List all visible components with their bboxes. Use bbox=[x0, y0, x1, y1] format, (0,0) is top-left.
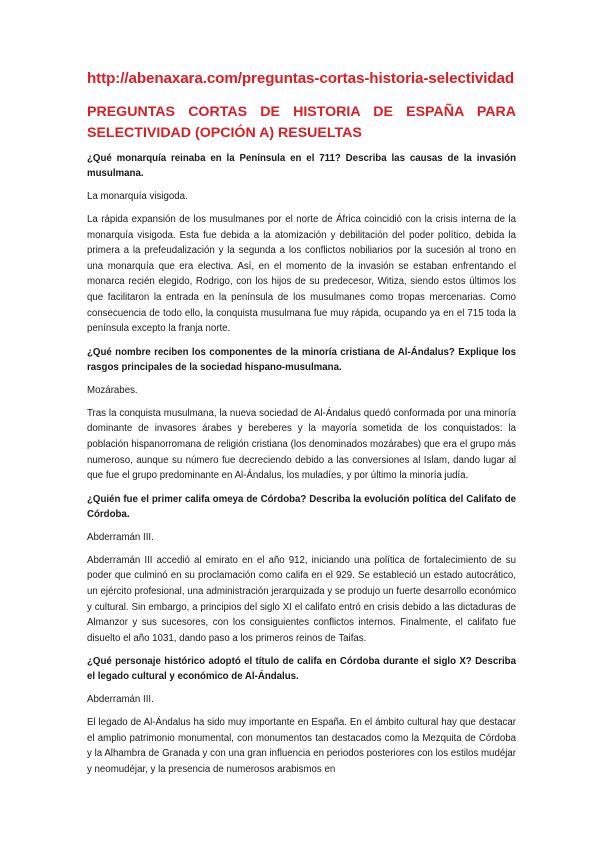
explanation-2: Tras la conquista musulmana, la nueva sociedad de Al-Ándalus quedó conformada por una minoría dominante de invasores árabes y bereberes y la mayoría sometida de los conquistados: la población hispanorromana de religión cristiana (los denominados mozárabes) que era el grupo más numeroso, aunque su número fue decreciendo debido a las conversiones al Islam, dando lugar al que fue el grupo predominante en Al-Ándalus, los muladíes, y por último la minoría judía. bbox=[87, 407, 516, 482]
question-1: ¿Qué monarquía reinaba en la Península en el 711? Describa las causas de la invasión musulmana. bbox=[87, 153, 516, 179]
question-4: ¿Qué personaje histórico adoptó el título de califa en Córdoba durante el siglo X? Describa el legado cultural y económico de Al-Ándalus. bbox=[87, 656, 516, 683]
explanation-3: Abderramán III accedió al emirato en el año 912, iniciando una política de fortalecimiento de su poder que culminó en su proclamación como califa en el 929. Se estableció un estado autocrático, un ejército profesional, una administración jerarquizada y se produjo un fuerte desarrollo económico y cultural. Sin embargo, a principios del siglo XI el califato entró en crisis debido a las dictaduras de Almanzor y sus sucesores, con los consiguientes conflictos internos. Finalmente, el califato fue disuelto el año 1031, dando paso a los primeros reinos de Taifas. bbox=[87, 554, 516, 644]
qa-section-1 bbox=[87, 151, 516, 337]
source-url-link[interactable]: http://abenaxara.com/preguntas-cortas-historia-selectividad bbox=[87, 70, 515, 87]
qa-section-3 bbox=[87, 492, 516, 647]
question-3: ¿Quién fue el primer califa omeya de Córdoba? Describa la evolución política del Califato de Córdoba. bbox=[87, 493, 516, 520]
answer-1: La monarquía visigoda. bbox=[87, 191, 188, 202]
document-content bbox=[87, 68, 516, 786]
answer-4: Abderramán III. bbox=[87, 694, 154, 706]
explanation-4: El legado de Al-Ándalus ha sido muy importante en España. En el ámbito cultural hay que destacar el amplio patrimonio monumental, con monumentos tan destacados como la Mezquita de Córdoba y la Alhambra de Granada y con una gran influencia en periodos posteriores con los estilos mudéjar y neomudéjar, y la presencia de numerosos arabismos en bbox=[87, 717, 516, 776]
qa-section-4 bbox=[87, 654, 516, 777]
answer-2: Mozárabes. bbox=[87, 384, 138, 396]
explanation-1: La rápida expansión de los musulmanes por el norte de África coincidió con la crisis interna de la monarquía visigoda. Esta fue debida a la atomización y debilitación del poder político, debida la primera a la prefeudalización y la segunda a los conflictos nobiliarios por la sucesión al trono en una monarquía que era electiva. Así, en el momento de la invasión se estaban enfrentando el monarca recién elegido, Rodrigo, con los hijos de su predecesor, Witiza, siendo estos últimos los que facilitaron la entrada en la península de los musulmanes como tropas mercenarias. Como consecuencia de todo ello, la conquista musulmana fue muy rápida, ocupando ya en el 715 toda la península excepto la franja norte. bbox=[87, 214, 516, 335]
question-2: ¿Qué nombre reciben los componentes de la minoría cristiana de Al-Ándalus? Explique los rasgos principales de la sociedad hispano-musulmana. bbox=[87, 346, 516, 373]
qa-section-2 bbox=[87, 345, 516, 484]
document-title: PREGUNTAS CORTAS DE HISTORIA DE ESPAÑA PARA SELECTIVIDAD (OPCIÓN A) RESUELTAS bbox=[87, 104, 516, 141]
answer-3: Abderramán III. bbox=[87, 531, 154, 543]
